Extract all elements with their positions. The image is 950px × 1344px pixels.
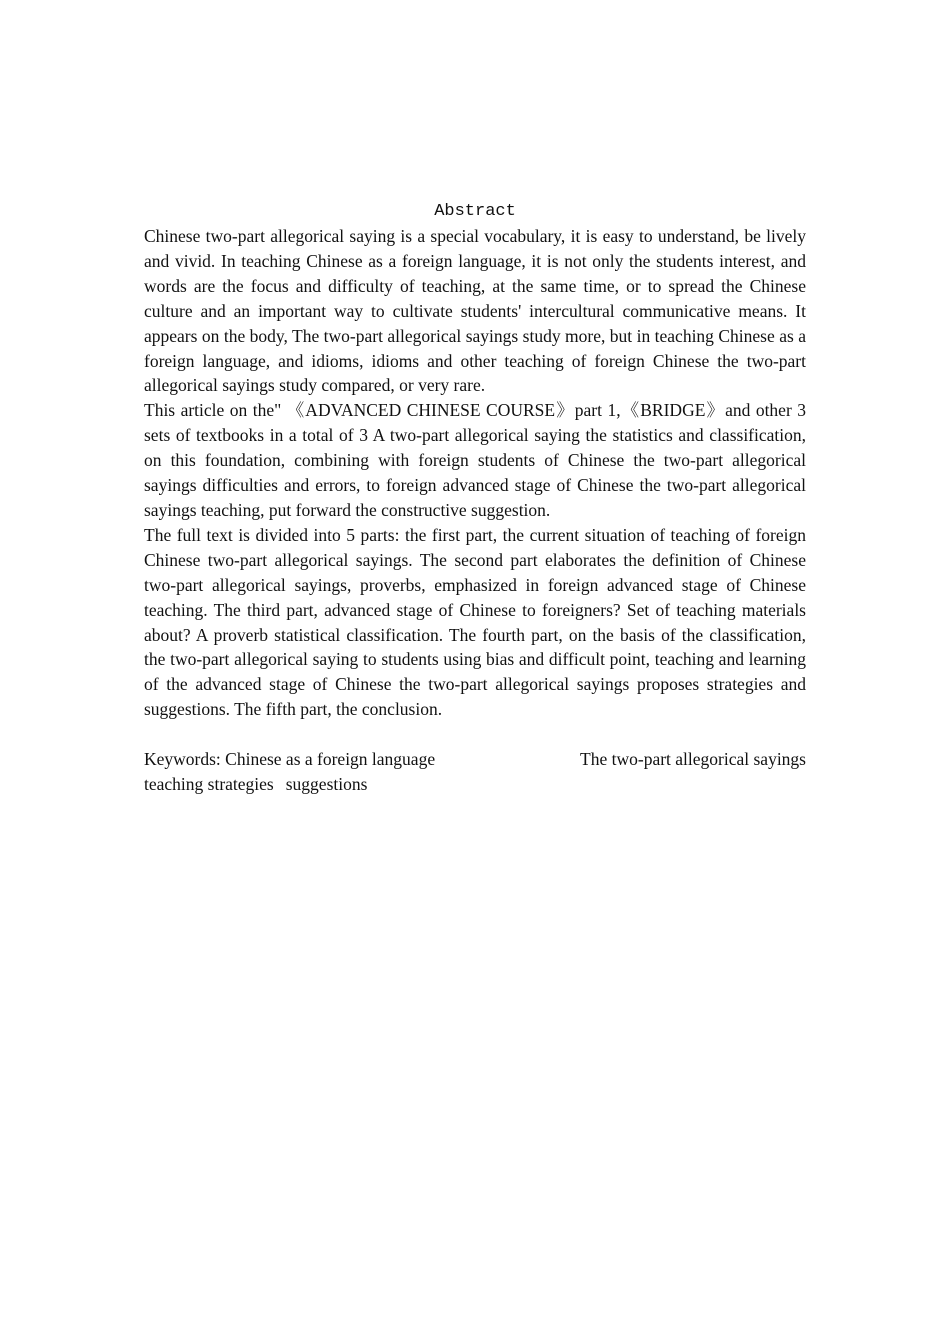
keyword-item: Chinese as a foreign language <box>225 749 436 770</box>
keywords-line-2 <box>144 772 806 797</box>
keyword-item: suggestions <box>285 773 368 794</box>
abstract-paragraph-3: The full text is divided into 5 parts: the first part, the current situation of teaching of foreign Chinese two-part allegorical sayings. The second part elaborates the definition of Chinese two-part allegorical sayings, proverbs, emphasized in foreign advanced stage of Chinese teaching. The third part, advanced stage of Chinese to foreigners? Set of teaching materials about? A proverb statistical classification. The fourth part, on the basis of the classification, the two-part allegorical saying to students using bias and difficult point, teaching and learning of the advanced stage of Chinese the two-part allegorical sayings proposes strategies and suggestions. The fifth part, the conclusion. <box>144 524 806 720</box>
abstract-paragraph-2: This article on the" 《ADVANCED CHINESE COURSE》part 1,《BRIDGE》and other 3 sets of textbooks in a total of 3 A two-part allegorical saying the statistics and classification, on this foundation, combining with foreign students of Chinese the two-part allegorical sayings difficulties and errors, to foreign advanced stage of Chinese the two-part allegorical sayings teaching, put forward the constructive suggestion. <box>144 400 806 520</box>
keyword-item: teaching strategies <box>144 773 274 794</box>
keywords-label: Keywords: <box>144 749 226 770</box>
keywords-section <box>144 747 806 797</box>
keywords-first-group <box>144 747 435 772</box>
abstract-paragraph-1: Chinese two-part allegorical saying is a special vocabulary, it is easy to understand, be lively and vivid. In teaching Chinese as a foreign language, it is not only the students interest, and words are the focus and difficulty of teaching, at the same time, or to spread the Chinese culture and an important way to cultivate students' intercultural communicative means. It appears on the body, The two-part allegorical sayings study more, but in teaching Chinese as a foreign language, and idioms, idioms and other teaching of foreign Chinese the two-part allegorical sayings study compared, or very rare. <box>144 226 806 396</box>
keyword-item: The two-part allegorical sayings <box>580 749 806 770</box>
abstract-title: Abstract <box>434 202 516 221</box>
keywords-line-1 <box>144 747 806 772</box>
abstract-page <box>144 199 806 797</box>
